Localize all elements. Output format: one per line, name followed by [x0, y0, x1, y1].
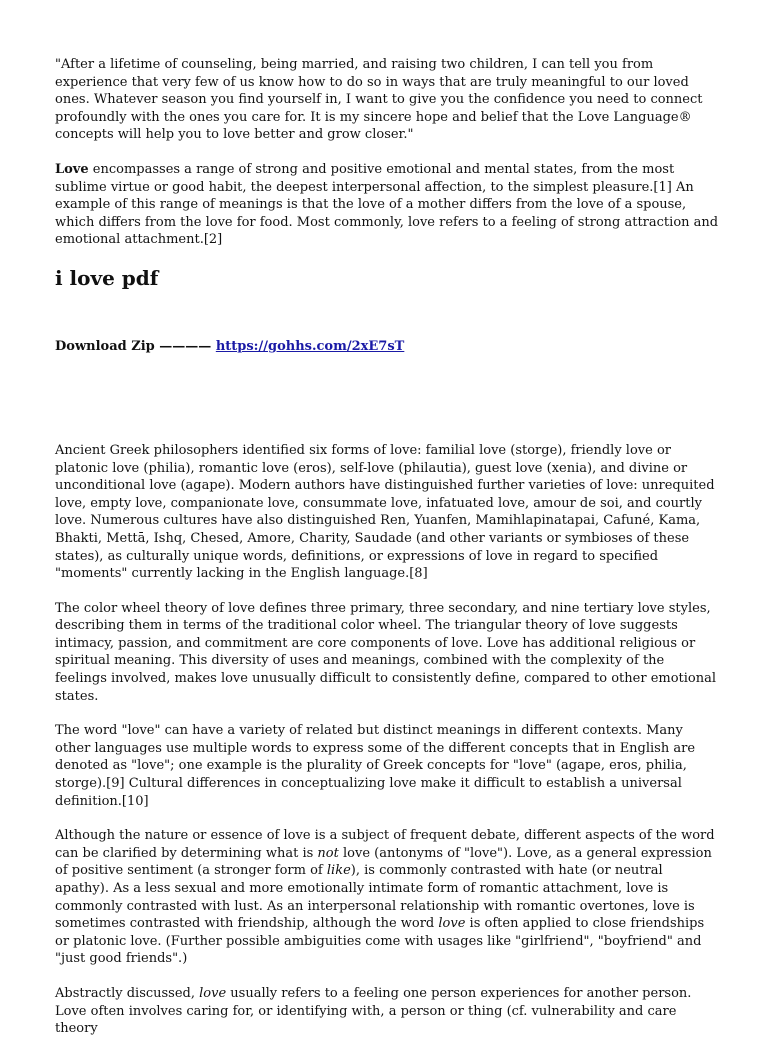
body-paragraph-5 — [55, 985, 720, 1038]
intro-term: Love — [55, 161, 89, 177]
page-heading: i love pdf — [55, 265, 159, 290]
p4-text-b: love (antonyms of "love"). Love, as a general expression of positive sentiment (a stronger form of — [55, 845, 712, 879]
download-link[interactable]: https://gohhs.com/2xE7sT — [215, 338, 405, 354]
download-label: Download Zip ———— — [55, 338, 216, 354]
p4-text-a: Although the nature or essence of love is a subject of frequent debate, different aspects of the word can be clarified by determining what is — [55, 828, 715, 861]
p4-text-c: ), is commonly contrasted with hate (or neutral apathy). As a less sexual and more emotionally intimate form of romantic attachment, love is commonly contrasted with lust. As an interpersonal relationship with romantic overtones, love is sometimes contrasted with friendship, although the word — [55, 863, 695, 932]
intro-text: encompasses a range of strong and positive emotional and mental states, from the most sublime virtue or good habit, the deepest interpersonal affection, to the simplest pleasure.[1] An example of this range of meanings is that the love of a mother differs from the love of a spouse, which differs from the love for food. Most commonly, love refers to a feeling of strong attraction and emotional attachment.[2] — [55, 161, 719, 248]
p4-italic-not: not — [317, 845, 339, 861]
body-paragraph-4 — [55, 827, 720, 968]
p4-italic-like: like — [326, 863, 351, 879]
p5-text-b: usually refers to a feeling one person experiences for another person. Love often involves caring for, or identifying with, a person or thing (cf. vulnerability and care theory — [55, 985, 692, 1037]
intro-paragraph — [55, 161, 720, 249]
quote-paragraph: "After a lifetime of counseling, being married, and raising two children, I can tell you from experience that very few of us know how to do so in ways that are truly meaningful to our loved ones. Whatever season you find yourself in, I want to give you the confidence you need to connect profoundly with the ones you care for. It is my sincere hope and belief that the Love Language® concepts will help you to love better and grow closer." — [55, 57, 703, 143]
p5-text-a: Abstractly discussed, — [55, 985, 200, 1001]
p4-italic-love: love — [438, 916, 466, 932]
p5-italic-love: love — [199, 985, 227, 1001]
download-line — [55, 338, 720, 356]
p4-text-d: is often applied to close friendships or platonic love. (Further possible ambiguities come with usages like "girlfriend", "boyfriend" and "just good friends".) — [55, 916, 705, 967]
body-paragraph-3: The word "love" can have a variety of related but distinct meanings in different contexts. Many other languages use multiple words to express some of the different concepts that in English are denoted as "love"; one example is the plurality of Greek concepts for "love" (agape, eros, philia, storge).[9] Cultural differences in conceptualizing love make it difficult to establish a universal definition.[10] — [55, 723, 696, 809]
body-paragraph-2: The color wheel theory of love defines three primary, three secondary, and nine tertiary love styles, describing them in terms of the traditional color wheel. The triangular theory of love suggests intimacy, passion, and commitment are core components of love. Love has additional religious or spiritual meaning. This diversity of uses and meanings, combined with the complexity of the feelings involved, makes love unusually difficult to consistently define, compared to other emotional states. — [55, 600, 717, 704]
body-paragraph-1: Ancient Greek philosophers identified six forms of love: familial love (storge), friendly love or platonic love (philia), romantic love (eros), self-love (philautia), guest love (xenia), and divine or unconditional love (agape). Modern authors have distinguished further varieties of love: unrequited love, empty love, companionate love, consummate love, infatuated love, amour de soi, and courtly love. Numerous cultures have also distinguished Ren, Yuanfen, Mamihlapinatapai, Cafuné, Kama, Bhakti, Mettā, Ishq, Chesed, Amore, Charity, Saudade (and other variants or symbioses of these states), as culturally unique words, definitions, or expressions of love in regard to specified "moments" currently lacking in the English language.[8] — [55, 442, 715, 582]
